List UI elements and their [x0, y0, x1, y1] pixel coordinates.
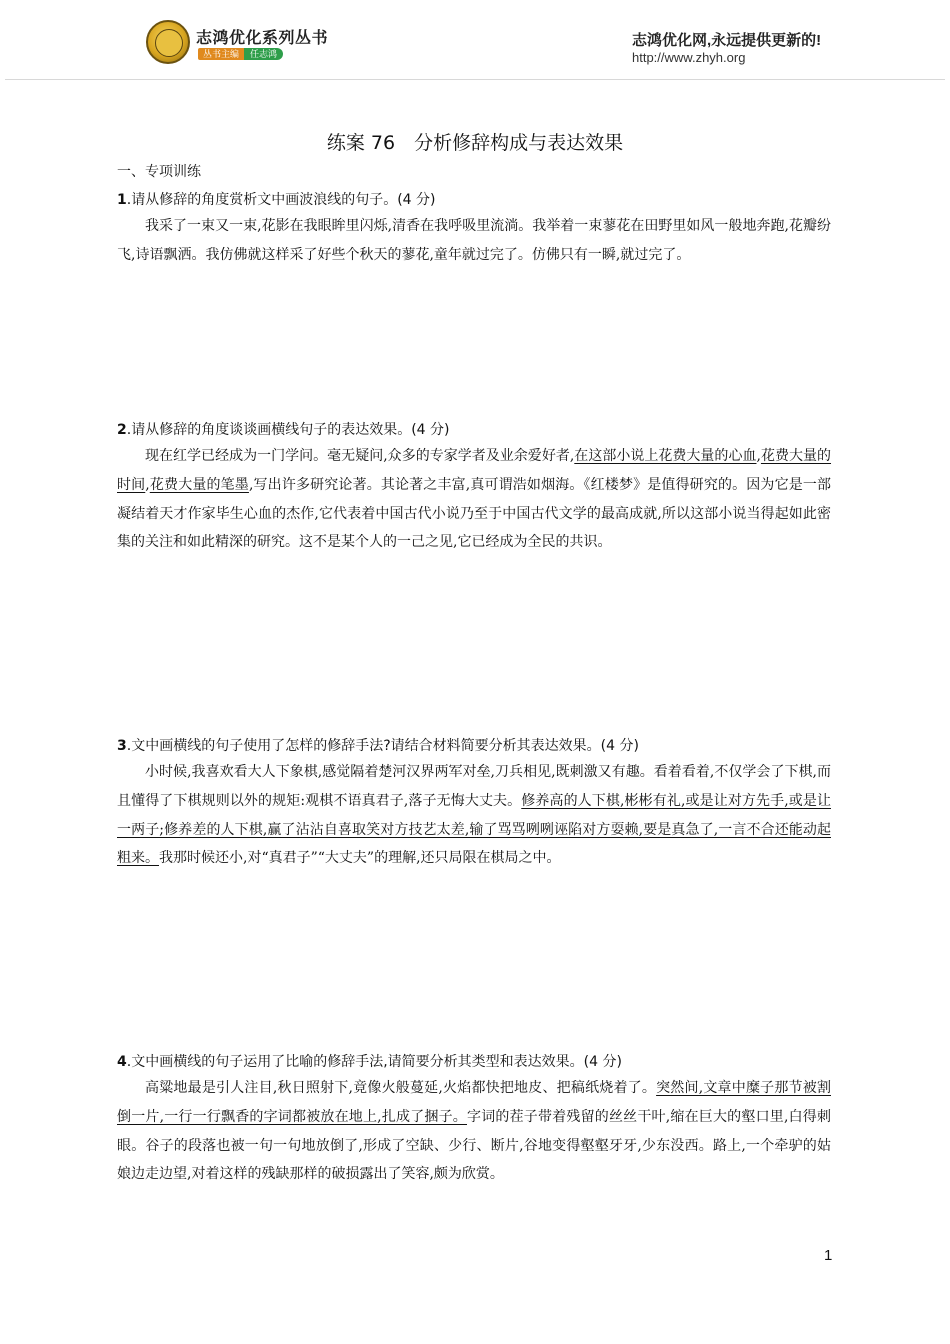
section-heading: 一、专项训练 [117, 164, 201, 180]
site-slogan: 志鸿优化网,永远提供更新的! [632, 32, 822, 49]
question-1-passage [117, 212, 831, 270]
question-number: 2 [117, 422, 127, 438]
question-text: .文中画横线的句子使用了怎样的修辞手法?请结合材料简要分析其表达效果。(4 分) [126, 738, 639, 754]
header-divider [5, 79, 945, 80]
question-number: 1 [117, 192, 127, 208]
editor-credit [198, 48, 283, 60]
passage-text: , [145, 476, 150, 493]
underlined-sentence: 修养高的人下棋,彬彬有礼,或是让对方先手,或是让一两子;修养差的人下棋,赢了沾沾自喜取笑对方技艺太差,输了骂骂咧咧诬陷对方耍赖,要是真急了,一言不合还能动起粗来。 [117, 792, 831, 867]
question-2-passage [117, 442, 831, 557]
publisher-seal-logo [146, 20, 190, 64]
series-title: 志鸿优化系列丛书 [196, 30, 329, 47]
passage-text: 我采了一束又一束,花影在我眼眸里闪烁,清香在我呼吸里流淌。我举着一束蓼花在田野里如风一般地奔跑,花瓣纷飞,诗语飘洒。我仿佛就这样采了好些个秋天的蓼花,童年就过完了。仿佛只有一瞬,就过完了。 [117, 218, 831, 263]
passage-text: 小时候,我喜欢看大人下象棋,感觉隔着楚河汉界两军对垒,刀兵相见,既刺激又有趣。看着看着,不仅学会了下棋,而且懂得了下棋规则以外的规矩:观棋不语真君子,落子无悔大丈夫。 [117, 764, 831, 809]
question-text: .文中画横线的句子运用了比喻的修辞手法,请简要分析其类型和表达效果。(4 分) [126, 1054, 622, 1070]
question-1-prompt [117, 189, 831, 209]
site-url-link[interactable]: http://www.zhyh.org [632, 50, 746, 65]
question-text: .请从修辞的角度赏析文中画波浪线的句子。(4 分) [126, 192, 436, 208]
question-text: .请从修辞的角度谈谈画横线句子的表达效果。(4 分) [126, 422, 450, 438]
page-number: 1 [824, 1247, 833, 1264]
page-header [0, 0, 950, 82]
question-4-passage [117, 1074, 831, 1189]
passage-text: , [756, 448, 761, 464]
passage-text: 现在红学已经成为一门学问。毫无疑问,众多的专家学者及业余爱好者, [145, 448, 575, 464]
underlined-sentence: 突然间,文章中糜子那节被割倒一片,一行一行飘香的字词都被放在地上,扎成了捆子。 [117, 1080, 831, 1125]
page-title: 练案 76 分析修辞构成与表达效果 [326, 132, 624, 154]
passage-text: 字词的茬子带着残留的丝丝干叶,缩在巨大的壑口里,白得刺眼。谷子的段落也被一句一句地放倒了,形成了空缺、少行、断片,谷地变得壑壑牙牙,少东没西。路上,一个牵驴的姑娘边走边望,对着这样的残缺那样的破损露出了笑容,颇为欣赏。 [117, 1108, 831, 1183]
question-3-passage [117, 758, 831, 873]
editor-name: 任志鸿 [244, 48, 283, 60]
editor-label: 丛书主编 [198, 48, 244, 60]
passage-text: 我那时候还小,对“真君子”“大丈夫”的理解,还只局限在棋局之中。 [159, 850, 561, 867]
question-number: 3 [117, 738, 127, 754]
passage-text: ,写出许多研究论著。其论著之丰富,真可谓浩如烟海。《红楼梦》是值得研究的。因为它是一部凝结着天才作家毕生心血的杰作,它代表着中国古代小说乃至于中国古代文学的最高成就,所以这部小说当得起如此密集的关注和如此精深的研究。这不是某个人的一己之见,它已经成为全民的共识。 [117, 476, 832, 551]
question-4-prompt [117, 1051, 831, 1071]
question-number: 4 [117, 1054, 127, 1070]
underlined-sentence: 在这部小说上花费大量的心血 [574, 448, 757, 464]
underlined-sentence: 花费大量的笔墨 [149, 476, 249, 493]
question-2-prompt [117, 419, 831, 439]
passage-text: 高粱地最是引人注目,秋日照射下,竟像火般蔓延,火焰都快把地皮、把稿纸烧着了。 [145, 1080, 657, 1096]
question-3-prompt [117, 735, 831, 755]
underlined-sentence: 花费大量的时间 [117, 448, 832, 493]
